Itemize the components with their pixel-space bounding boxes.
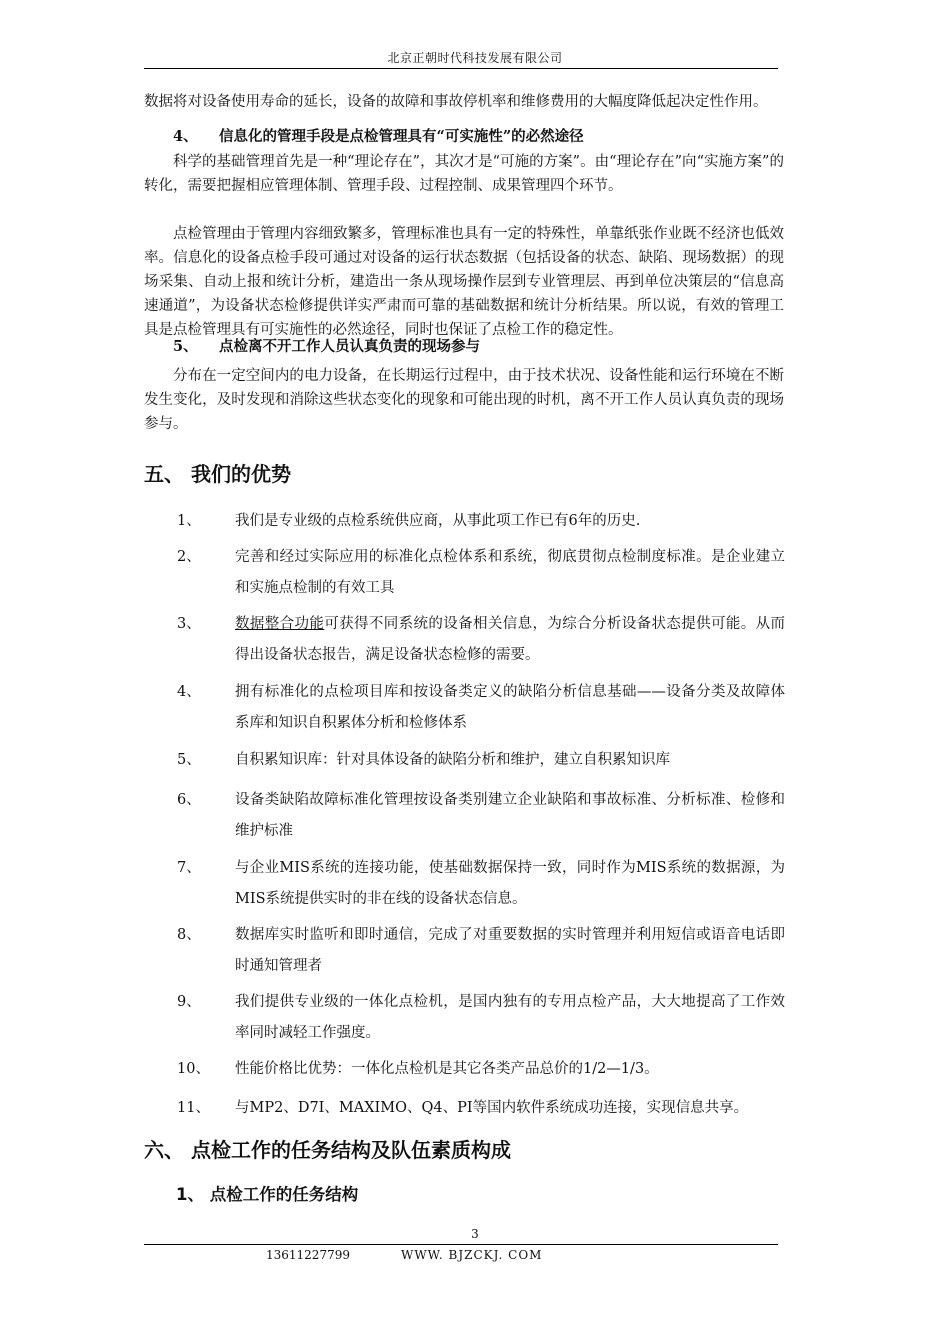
advantage-item-1: [177, 506, 785, 537]
advantage-text: 我们是专业级的点检系统供应商，从事此项工作已有6年的历史.: [235, 513, 641, 529]
advantage-number: 6、: [177, 792, 201, 808]
footer-divider: [144, 1244, 778, 1245]
advantage-number: 8、: [177, 927, 201, 943]
section-4-title: 信息化的管理手段是点检管理具有“可实施性”的必然途径: [219, 128, 584, 145]
section-5-title: 点检离不开工作人员认真负责的现场参与: [219, 338, 480, 355]
advantage-item-2: [177, 542, 785, 604]
footer-website[interactable]: WWW. BJZCKJ. COM: [401, 1248, 543, 1262]
advantage-number: 11、: [177, 1100, 210, 1116]
advantage-text: 数据整合功能可获得不同系统的设备相关信息，为综合分析设备状态提供可能。从而得出设备状态报告，满足设备状态检修的需要。: [235, 616, 785, 663]
advantage-item-10: [177, 1054, 785, 1085]
advantage-item-5: [177, 745, 785, 776]
advantage-text: 与企业MIS系统的连接功能，使基础数据保持一致，同时作为MIS系统的数据源，为MIS系统提供实时的非在线的设备状态信息。: [235, 860, 785, 907]
advantage-item-11: [177, 1093, 785, 1124]
advantage-item-7: [177, 853, 785, 915]
advantage-text: 自积累知识库：针对具体设备的缺陷分析和维护，建立自积累知识库: [235, 752, 670, 768]
advantage-item-3: [177, 609, 785, 671]
advantage-number: 1、: [177, 513, 201, 529]
page-number: 3: [471, 1227, 479, 1241]
advantage-number: 2、: [177, 549, 201, 565]
advantage-number: 5、: [177, 752, 201, 768]
advantage-number: 9、: [177, 994, 201, 1010]
advantage-text: 完善和经过实际应用的标准化点检体系和系统，彻底贯彻点检制度标准。是企业建立和实施点检制的有效工具: [235, 549, 785, 596]
advantage-text: 数据库实时监听和即时通信，完成了对重要数据的实时管理并利用短信或语音电话即时通知管理者: [235, 927, 785, 974]
advantage-text: 设备类缺陷故障标准化管理按设备类别建立企业缺陷和事故标准、分析标准、检修和维护标准: [235, 792, 785, 839]
section-4-heading: [173, 126, 584, 148]
section-4-paragraph-1: 科学的基础管理首先是一种“理论存在”，其次才是“可施的方案”。由“理论存在”向“实施方案”的转化，需要把握相应管理体制、管理手段、过程控制、成果管理四个环节。: [144, 154, 784, 194]
section-6-heading: 六、 点检工作的任务结构及队伍素质构成: [144, 1138, 511, 1162]
advantage-number: 4、: [177, 684, 201, 700]
section-4-number: 4、: [173, 128, 198, 145]
section-5-heading: [173, 336, 480, 358]
header-company-name: 北京正朝时代科技发展有限公司: [387, 51, 563, 65]
section-6-subheading-1: 1、 点检工作的任务结构: [176, 1185, 359, 1204]
advantage-number: 10、: [177, 1061, 210, 1077]
advantage-text: 与MP2、D7I、MAXIMO、Q4、PI等国内软件系统成功连接，实现信息共享。: [235, 1100, 749, 1116]
section-5-number: 5、: [173, 338, 198, 355]
section-4-paragraph-2: 点检管理由于管理内容细致繁多，管理标准也具有一定的特殊性，单靠纸张作业既不经济也低效率。信息化的设备点检手段可通过对设备的运行状态数据（包括设备的状态、缺陷、现场数据）的现场采集、自动上报和统计分析，建造出一条从现场操作层到专业管理层、再到单位决策层的“信息高速通道”，为设备状态检修提供详实严肃而可靠的基础数据和统计分析结果。所以说，有效的管理工具是点检管理具有可实施性的必然途径，同时也保证了点检工作的稳定性。: [144, 226, 784, 338]
advantage-number: 7、: [177, 860, 201, 876]
advantage-item-4: [177, 677, 785, 739]
advantage-number: 3、: [177, 616, 201, 632]
advantage-text: 我们提供专业级的一体化点检机，是国内独有的专用点检产品，大大地提高了工作效率同时减轻工作强度。: [235, 994, 785, 1041]
advantages-heading: 五、 我们的优势: [144, 462, 291, 486]
intro-continuation: 数据将对设备使用寿命的延长，设备的故障和事故停机率和维修费用的大幅度降低起决定性作用。: [144, 94, 768, 110]
footer-phone: 13611227799: [266, 1248, 350, 1262]
advantage-item-6: [177, 785, 785, 847]
advantage-text: 拥有标准化的点检项目库和按设备类定义的缺陷分析信息基础——设备分类及故障体系库和知识自积累体分析和检修体系: [235, 684, 785, 731]
advantage-item-8: [177, 920, 785, 982]
data-integration-link[interactable]: 数据整合功能: [235, 616, 325, 632]
header-divider: [144, 68, 778, 69]
advantage-text: 性能价格比优势：一体化点检机是其它各类产品总价的1/2—1/3。: [235, 1061, 659, 1077]
section-5-paragraph-1: 分布在一定空间内的电力设备，在长期运行过程中，由于技术状况、设备性能和运行环境在不断发生变化，及时发现和消除这些状态变化的现象和可能出现的时机，离不开工作人员认真负责的现场参与。: [144, 368, 784, 432]
advantage-item-9: [177, 987, 785, 1049]
